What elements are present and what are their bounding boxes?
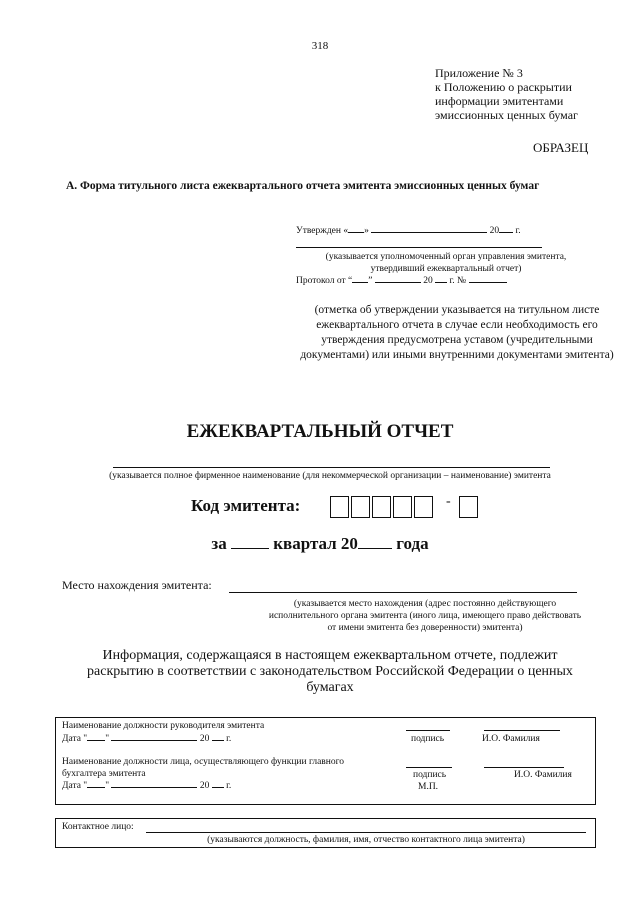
approval-note: (отметка об утверждении указывается на титульном листе ежеквартального отчета в случае если необходимость его утверждения предусмотрена уставом (учредительными документами) или иными внутренними документами эмитента) xyxy=(300,304,614,361)
date-month-blank[interactable] xyxy=(111,740,197,741)
protocol-prefix: Протокол от “ xyxy=(296,276,353,286)
protocol-no: г. № xyxy=(449,276,467,286)
month-blank[interactable] xyxy=(371,232,487,233)
accountant-position-label-2: бухгалтера эмитента xyxy=(62,769,146,779)
accountant-signature-line[interactable] xyxy=(406,767,452,768)
page-number: 318 xyxy=(311,40,329,52)
code-box[interactable] xyxy=(414,496,433,518)
protocol-mid: ” xyxy=(368,276,373,286)
contact-caption: (указываются должность, фамилия, имя, отчество контактного лица эмитента) xyxy=(207,835,525,845)
accountant-signature-label: подпись xyxy=(413,770,447,780)
head-signature-line[interactable] xyxy=(406,730,450,731)
location-label: Место нахождения эмитента: xyxy=(62,578,212,592)
year-suffix: г. xyxy=(515,226,521,236)
contact-label: Контактное лицо: xyxy=(62,822,134,832)
contact-box xyxy=(55,818,596,848)
issuer-code-label: Код эмитента: xyxy=(191,496,301,515)
location-caption-line: (указывается место нахождения (адрес постоянно действующего xyxy=(293,599,557,609)
code-box[interactable] xyxy=(393,496,412,518)
protocol-number-blank[interactable] xyxy=(469,282,507,283)
protocol-line xyxy=(296,276,507,286)
day-blank[interactable] xyxy=(348,232,364,233)
code-suffix-box[interactable] xyxy=(459,496,478,518)
date-month-blank[interactable] xyxy=(111,787,197,788)
date-day-blank[interactable] xyxy=(87,787,105,788)
approval-caption-2: утвердивший ежеквартальный отчет) xyxy=(370,264,522,274)
report-title: ЕЖЕКВАРТАЛЬНЫЙ ОТЧЕТ xyxy=(186,421,454,442)
approved-prefix: Утвержден « xyxy=(296,226,349,236)
code-box[interactable] xyxy=(372,496,391,518)
head-name-label: И.О. Фамилия xyxy=(482,734,540,744)
protocol-month-blank[interactable] xyxy=(375,282,421,283)
protocol-year-blank[interactable] xyxy=(435,282,447,283)
head-name-line[interactable] xyxy=(484,730,560,731)
protocol-year: 20 xyxy=(423,276,433,286)
sample-label: ОБРАЗЕЦ xyxy=(533,140,589,155)
contact-line[interactable] xyxy=(146,832,586,833)
quarter-blank[interactable] xyxy=(231,548,269,549)
code-dash: - xyxy=(446,494,451,509)
head-position-label: Наименование должности руководителя эмитента xyxy=(62,721,265,731)
protocol-day-blank[interactable] xyxy=(352,282,368,283)
quarter-line xyxy=(0,534,640,554)
approved-mid: » xyxy=(364,226,369,236)
accountant-name-label: И.О. Фамилия xyxy=(514,770,572,780)
year-blank[interactable] xyxy=(499,232,513,233)
head-date-line xyxy=(62,734,231,744)
date-prefix: Дата " xyxy=(62,781,88,791)
date-suffix: г. xyxy=(226,781,232,791)
quarter-mid: квартал 20 xyxy=(273,534,358,553)
location-caption-line: исполнительного органа эмитента (иного лица, имеющего право действовать xyxy=(268,611,582,621)
appendix-block xyxy=(435,66,578,122)
seal-label: М.П. xyxy=(418,782,439,792)
appendix-line: к Положению о раскрытии xyxy=(435,80,572,94)
location-caption-line: от имени эмитента без доверенности) эмитента) xyxy=(327,623,523,633)
date-year-blank[interactable] xyxy=(212,787,224,788)
code-box[interactable] xyxy=(351,496,370,518)
quarter-prefix: за xyxy=(211,534,227,553)
head-signature-label: подпись xyxy=(411,734,445,744)
appendix-line: Приложение № 3 xyxy=(435,66,523,80)
approval-caption-1: (указывается уполномоченный орган управления эмитента, xyxy=(325,252,567,262)
full-name-caption: (указывается полное фирменное наименование (для некоммерческой организации – наименование) эмитента xyxy=(109,471,551,481)
date-prefix: Дата " xyxy=(62,734,88,744)
appendix-line: информации эмитентами xyxy=(435,94,564,108)
date-year: 20 xyxy=(199,734,210,744)
signature-box xyxy=(55,717,596,805)
date-mid: " xyxy=(105,781,110,791)
date-suffix: г. xyxy=(226,734,232,744)
location-line[interactable] xyxy=(229,592,577,593)
year-prefix: 20 xyxy=(489,226,500,236)
location-caption xyxy=(250,598,600,634)
form-title: А. Форма титульного листа ежеквартального отчета эмитента эмиссионных ценных бумаг xyxy=(66,180,540,192)
code-box[interactable] xyxy=(330,496,349,518)
full-name-line xyxy=(113,467,550,468)
quarter-suffix: года xyxy=(396,534,429,553)
approved-line xyxy=(296,226,521,236)
disclosure-text: Информация, содержащаяся в настоящем ежеквартальном отчете, подлежит раскрытию в соответствии с законодательством Российской Федерации о ценных бумагах xyxy=(87,648,573,695)
appendix-line: эмиссионных ценных бумаг xyxy=(435,108,578,122)
approval-organ-line xyxy=(296,247,542,248)
date-day-blank[interactable] xyxy=(87,740,105,741)
date-year-blank[interactable] xyxy=(212,740,224,741)
date-mid: " xyxy=(105,734,110,744)
accountant-name-line[interactable] xyxy=(484,767,564,768)
accountant-position-label-1: Наименование должности лица, осуществляющего функции главного xyxy=(62,757,345,767)
accountant-date-line xyxy=(62,781,231,791)
date-year: 20 xyxy=(199,781,210,791)
quarter-year-blank[interactable] xyxy=(358,548,392,549)
